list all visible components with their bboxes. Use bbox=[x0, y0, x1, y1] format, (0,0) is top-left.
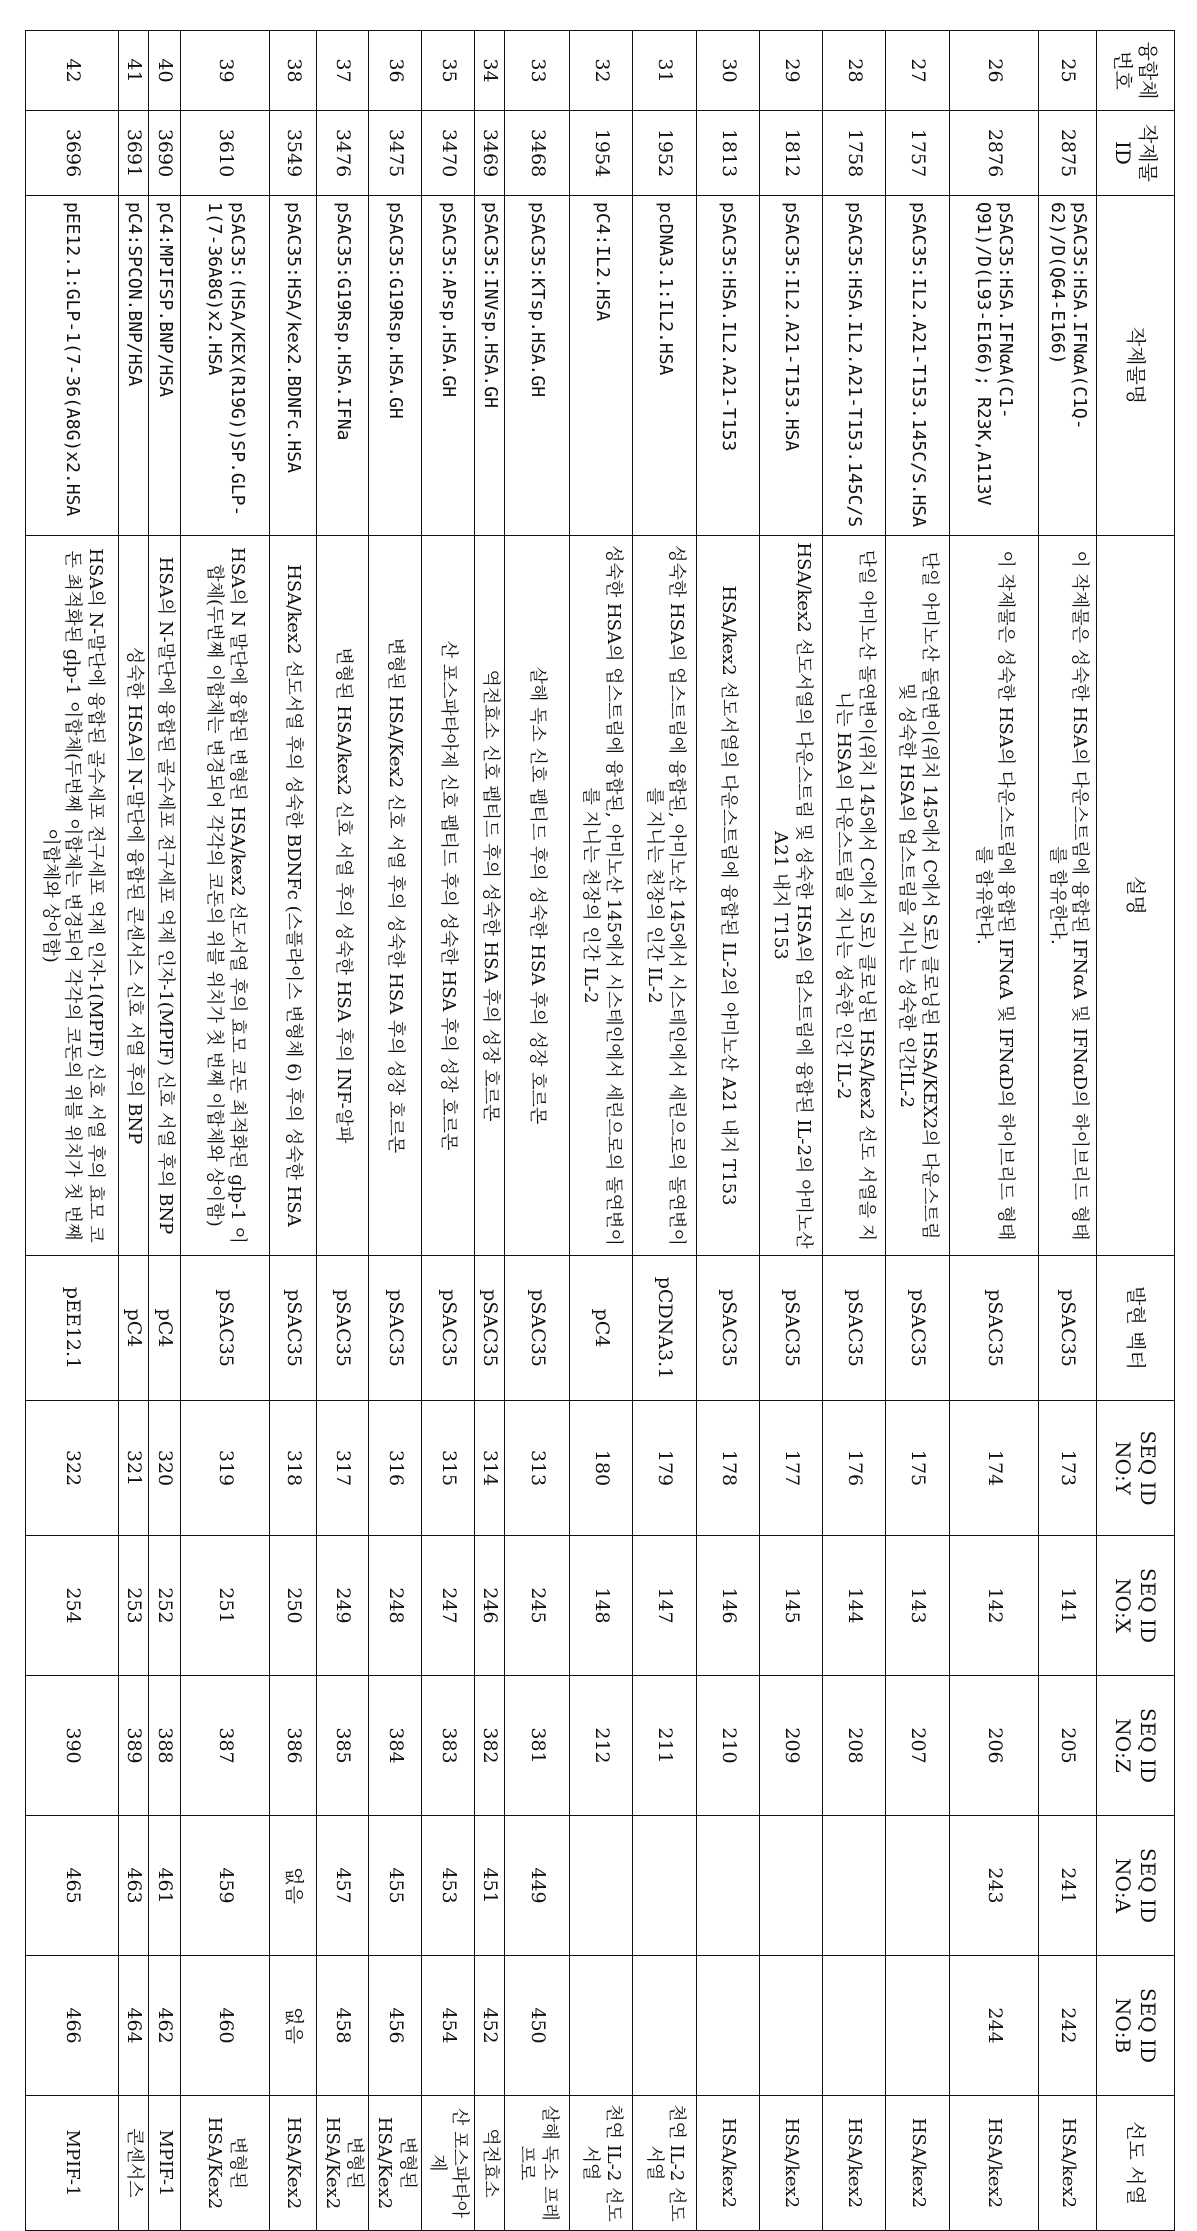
leader-sequence-cell: HSA/kex2 bbox=[949, 2096, 1039, 2231]
seq-id-y-cell: 317 bbox=[316, 1401, 369, 1536]
seq-id-b-cell: 244 bbox=[949, 1956, 1039, 2096]
description-cell: HSA의 N-말단에 융합된 골수세포 전구세포 억제 인자-1(MPIF) 신호 서열 후의 BNP bbox=[149, 536, 181, 1256]
seq-id-y-cell: 322 bbox=[26, 1401, 119, 1536]
leader-sequence-cell: 산 포스파타아제 bbox=[422, 2096, 475, 2231]
seq-id-x-cell: 142 bbox=[949, 1536, 1039, 1676]
construct-id-cell: 2876 bbox=[949, 111, 1039, 196]
construct-id-cell: 1758 bbox=[823, 111, 886, 196]
table-row bbox=[633, 31, 696, 2231]
fusion-no-cell: 32 bbox=[570, 31, 633, 111]
table-row bbox=[26, 31, 119, 2231]
seq-id-y-cell: 179 bbox=[633, 1401, 696, 1536]
construct-name-cell: pSAC35:IL2.A21-T153.145C/S.HSA bbox=[886, 196, 949, 536]
table-row bbox=[316, 31, 369, 2231]
construct-name-cell: pSAC35:HSA.IFNαA(C1-Q91)/D(L93-E166); R23K,A113V bbox=[949, 196, 1039, 536]
header-seq-id-a: SEQ ID NO:A bbox=[1097, 1816, 1175, 1956]
seq-id-z-cell: 210 bbox=[696, 1676, 759, 1816]
leader-sequence-cell: MPIF-1 bbox=[149, 2096, 181, 2231]
table-row bbox=[422, 31, 475, 2231]
seq-id-a-cell: 455 bbox=[369, 1816, 422, 1956]
construct-name-cell: pC4:SPCON.BNP/HSA bbox=[118, 196, 148, 536]
seq-id-a-cell: 241 bbox=[1039, 1816, 1097, 1956]
seq-id-y-cell: 173 bbox=[1039, 1401, 1097, 1536]
fusion-no-cell: 39 bbox=[180, 31, 270, 111]
vector-cell: pCDNA3.1 bbox=[633, 1256, 696, 1401]
seq-id-y-cell: 316 bbox=[369, 1401, 422, 1536]
construct-id-cell: 3690 bbox=[149, 111, 181, 196]
seq-id-x-cell: 245 bbox=[504, 1536, 569, 1676]
seq-id-b-cell: 450 bbox=[504, 1956, 569, 2096]
vector-cell: pC4 bbox=[118, 1256, 148, 1401]
leader-sequence-cell: HSA/kex2 bbox=[886, 2096, 949, 2231]
construct-id-cell: 3470 bbox=[422, 111, 475, 196]
construct-name-cell: pSAC35:KTsp.HSA.GH bbox=[504, 196, 569, 536]
construct-name-cell: pSAC35:HSA.IFNαA(C1Q-62)/D(Q64-E166) bbox=[1039, 196, 1097, 536]
seq-id-b-cell: 454 bbox=[422, 1956, 475, 2096]
seq-id-z-cell: 211 bbox=[633, 1676, 696, 1816]
construct-id-cell: 1813 bbox=[696, 111, 759, 196]
description-cell: HSA의 N 말단에 융합된 변형된 HSA/kex2 선도서열 후의 효모 코돈 최적화된 glp-1 이합체(두번째 이합체는 변경되어 각각의 코돈의 위블 위치가 첫 번째 이합체와 상이함) bbox=[180, 536, 270, 1256]
seq-id-a-cell bbox=[823, 1816, 886, 1956]
vector-cell: pSAC35 bbox=[696, 1256, 759, 1401]
construct-name-cell: pSAC35:HSA.IL2.A21-T153 bbox=[696, 196, 759, 536]
construct-id-cell: 1757 bbox=[886, 111, 949, 196]
construct-name-cell: pSAC35:INVsp.HSA.GH bbox=[474, 196, 504, 536]
header-seq-id-z: SEQ ID NO:Z bbox=[1097, 1676, 1175, 1816]
seq-id-z-cell: 206 bbox=[949, 1676, 1039, 1816]
header-construct-name: 작제물명 bbox=[1097, 196, 1175, 536]
header-seq-id-b: SEQ ID NO:B bbox=[1097, 1956, 1175, 2096]
construct-name-cell: pEE12.1:GLP-1(7-36(A8G)x2.HSA bbox=[26, 196, 119, 536]
table-row bbox=[570, 31, 633, 2231]
seq-id-a-cell: 459 bbox=[180, 1816, 270, 1956]
fusion-no-cell: 42 bbox=[26, 31, 119, 111]
seq-id-a-cell bbox=[759, 1816, 822, 1956]
seq-id-z-cell: 390 bbox=[26, 1676, 119, 1816]
construct-name-cell: pSAC35:G19Rsp.HSA.GH bbox=[369, 196, 422, 536]
seq-id-b-cell bbox=[633, 1956, 696, 2096]
vector-cell: pSAC35 bbox=[180, 1256, 270, 1401]
seq-id-z-cell: 387 bbox=[180, 1676, 270, 1816]
seq-id-b-cell: 466 bbox=[26, 1956, 119, 2096]
seq-id-x-cell: 148 bbox=[570, 1536, 633, 1676]
description-cell: 산 포스파타아제 신호 펩티드 후의 성숙한 HSA 후의 성장 호르몬 bbox=[422, 536, 475, 1256]
leader-sequence-cell: 역전효소 bbox=[474, 2096, 504, 2231]
construct-name-cell: pSAC35:HSA.IL2.A21-T153.145C/S bbox=[823, 196, 886, 536]
description-cell: HSA/kex2 선도서열의 다운스트림에 융합된 IL-2의 아미노산 A21 내지 T153 bbox=[696, 536, 759, 1256]
leader-sequence-cell: 천연 IL-2 선도서열 bbox=[570, 2096, 633, 2231]
seq-id-x-cell: 143 bbox=[886, 1536, 949, 1676]
header-construct-id: 작제물ID bbox=[1097, 111, 1175, 196]
vector-cell: pC4 bbox=[149, 1256, 181, 1401]
seq-id-x-cell: 248 bbox=[369, 1536, 422, 1676]
leader-sequence-cell: HSA/Kex2 bbox=[270, 2096, 316, 2231]
header-fusion-no: 융합체 번호 bbox=[1097, 31, 1175, 111]
header-row bbox=[1097, 31, 1175, 2231]
seq-id-x-cell: 251 bbox=[180, 1536, 270, 1676]
seq-id-x-cell: 144 bbox=[823, 1536, 886, 1676]
vector-cell: pSAC35 bbox=[504, 1256, 569, 1401]
fusion-no-cell: 37 bbox=[316, 31, 369, 111]
vector-cell: pSAC35 bbox=[270, 1256, 316, 1401]
table-body bbox=[26, 31, 1097, 2231]
fusion-no-cell: 41 bbox=[118, 31, 148, 111]
fusion-no-cell: 29 bbox=[759, 31, 822, 111]
table-row bbox=[1039, 31, 1097, 2231]
construct-id-cell: 3475 bbox=[369, 111, 422, 196]
construct-id-cell: 3468 bbox=[504, 111, 569, 196]
seq-id-b-cell: 없음 bbox=[270, 1956, 316, 2096]
fusion-no-cell: 30 bbox=[696, 31, 759, 111]
leader-sequence-cell: 살해 독소 프레프로 bbox=[504, 2096, 569, 2231]
leader-sequence-cell: 천연 IL-2 선도서열 bbox=[633, 2096, 696, 2231]
seq-id-b-cell bbox=[886, 1956, 949, 2096]
seq-id-x-cell: 146 bbox=[696, 1536, 759, 1676]
table-row bbox=[759, 31, 822, 2231]
construct-id-cell: 3476 bbox=[316, 111, 369, 196]
vector-cell: pEE12.1 bbox=[26, 1256, 119, 1401]
seq-id-a-cell: 451 bbox=[474, 1816, 504, 1956]
table-row bbox=[369, 31, 422, 2231]
seq-id-z-cell: 207 bbox=[886, 1676, 949, 1816]
table-row bbox=[886, 31, 949, 2231]
vector-cell: pSAC35 bbox=[316, 1256, 369, 1401]
fusion-no-cell: 27 bbox=[886, 31, 949, 111]
seq-id-a-cell: 없음 bbox=[270, 1816, 316, 1956]
description-cell: 변형된 HSA/kex2 신호 서열 후의 성숙한 HSA 후의 INF-알파 bbox=[316, 536, 369, 1256]
description-cell: 변형된 HSA/Kex2 신호 서열 후의 성숙한 HSA 후의 성장 호르몬 bbox=[369, 536, 422, 1256]
seq-id-a-cell: 243 bbox=[949, 1816, 1039, 1956]
seq-id-b-cell: 452 bbox=[474, 1956, 504, 2096]
construct-id-cell: 3696 bbox=[26, 111, 119, 196]
fusion-construct-table bbox=[25, 30, 1175, 2231]
seq-id-a-cell bbox=[696, 1816, 759, 1956]
seq-id-z-cell: 382 bbox=[474, 1676, 504, 1816]
seq-id-x-cell: 252 bbox=[149, 1536, 181, 1676]
vector-cell: pSAC35 bbox=[474, 1256, 504, 1401]
seq-id-z-cell: 208 bbox=[823, 1676, 886, 1816]
seq-id-y-cell: 178 bbox=[696, 1401, 759, 1536]
vector-cell: pSAC35 bbox=[886, 1256, 949, 1401]
seq-id-z-cell: 381 bbox=[504, 1676, 569, 1816]
seq-id-b-cell bbox=[759, 1956, 822, 2096]
seq-id-z-cell: 205 bbox=[1039, 1676, 1097, 1816]
description-cell: 성숙한 HSA의 업스트림에 융합된, 아미노산 145에서 시스테인에서 세린으로의 돌연변이를 지니는 천장의 인간 IL-2 bbox=[633, 536, 696, 1256]
vector-cell: pSAC35 bbox=[422, 1256, 475, 1401]
seq-id-x-cell: 147 bbox=[633, 1536, 696, 1676]
construct-id-cell: 1952 bbox=[633, 111, 696, 196]
fusion-no-cell: 38 bbox=[270, 31, 316, 111]
seq-id-b-cell bbox=[696, 1956, 759, 2096]
seq-id-b-cell: 456 bbox=[369, 1956, 422, 2096]
seq-id-y-cell: 313 bbox=[504, 1401, 569, 1536]
vector-cell: pSAC35 bbox=[759, 1256, 822, 1401]
seq-id-y-cell: 175 bbox=[886, 1401, 949, 1536]
seq-id-a-cell: 457 bbox=[316, 1816, 369, 1956]
vector-cell: pC4 bbox=[570, 1256, 633, 1401]
seq-id-x-cell: 145 bbox=[759, 1536, 822, 1676]
construct-name-cell: pSAC35:APsp.HSA.GH bbox=[422, 196, 475, 536]
table-row bbox=[474, 31, 504, 2231]
seq-id-y-cell: 177 bbox=[759, 1401, 822, 1536]
leader-sequence-cell: HSA/kex2 bbox=[823, 2096, 886, 2231]
header-description: 설명 bbox=[1097, 536, 1175, 1256]
fusion-no-cell: 35 bbox=[422, 31, 475, 111]
seq-id-z-cell: 385 bbox=[316, 1676, 369, 1816]
seq-id-b-cell: 464 bbox=[118, 1956, 148, 2096]
vector-cell: pSAC35 bbox=[1039, 1256, 1097, 1401]
seq-id-x-cell: 254 bbox=[26, 1536, 119, 1676]
seq-id-a-cell: 461 bbox=[149, 1816, 181, 1956]
description-cell: 역전효소 신호 펩티드 후의 성숙한 HSA 후의 성장 호르몬 bbox=[474, 536, 504, 1256]
rotated-table-page bbox=[25, 30, 1175, 2222]
seq-id-z-cell: 388 bbox=[149, 1676, 181, 1816]
construct-name-cell: pSAC35:(HSA/KEX(R19G))SP.GLP-1(7-36A8G)x2.HSA bbox=[180, 196, 270, 536]
seq-id-x-cell: 141 bbox=[1039, 1536, 1097, 1676]
leader-sequence-cell: 콘센서스 bbox=[118, 2096, 148, 2231]
seq-id-a-cell: 463 bbox=[118, 1816, 148, 1956]
seq-id-b-cell bbox=[570, 1956, 633, 2096]
seq-id-y-cell: 314 bbox=[474, 1401, 504, 1536]
seq-id-y-cell: 319 bbox=[180, 1401, 270, 1536]
construct-name-cell: pSAC35:G19Rsp.HSA.IFNa bbox=[316, 196, 369, 536]
description-cell: 살해 독소 신호 펩티드 후의 성숙한 HSA 후의 성장 호르몬 bbox=[504, 536, 569, 1256]
construct-id-cell: 1812 bbox=[759, 111, 822, 196]
fusion-no-cell: 28 bbox=[823, 31, 886, 111]
description-cell: HSA/kex2 선도서열 후의 성숙한 BDNFc (스플라이스 변형체 6) 후의 성숙한 HSA bbox=[270, 536, 316, 1256]
construct-name-cell: pcDNA3.1:IL2.HSA bbox=[633, 196, 696, 536]
table-row bbox=[504, 31, 569, 2231]
seq-id-a-cell: 453 bbox=[422, 1816, 475, 1956]
header-seq-id-y: SEQ ID NO:Y bbox=[1097, 1401, 1175, 1536]
description-cell: HSA/kex2 선도서열의 다운스트림 및 성숙한 HSA의 업스트림에 융합된 IL-2의 아미노산 A21 내지 T153 bbox=[759, 536, 822, 1256]
seq-id-x-cell: 249 bbox=[316, 1536, 369, 1676]
table-row bbox=[149, 31, 181, 2231]
construct-name-cell: pSAC35:HSA/kex2.BDNFc.HSA bbox=[270, 196, 316, 536]
seq-id-z-cell: 383 bbox=[422, 1676, 475, 1816]
seq-id-z-cell: 386 bbox=[270, 1676, 316, 1816]
description-cell: 성숙한 HSA의 업스트림에 융합된, 아미노산 145에서 시스테인에서 세린으로의 돌연변이를 지니는 천장의 인간 IL-2 bbox=[570, 536, 633, 1256]
seq-id-x-cell: 246 bbox=[474, 1536, 504, 1676]
fusion-no-cell: 34 bbox=[474, 31, 504, 111]
construct-name-cell: pSAC35:IL2.A21-T153.HSA bbox=[759, 196, 822, 536]
description-cell: 이 작제물은 성숙한 HSA의 다운스트림에 융합된 IFNαA 및 IFNαD의 하이브리드 형태를 함유한다. bbox=[1039, 536, 1097, 1256]
table-row bbox=[823, 31, 886, 2231]
fusion-no-cell: 31 bbox=[633, 31, 696, 111]
fusion-no-cell: 33 bbox=[504, 31, 569, 111]
table-row bbox=[180, 31, 270, 2231]
seq-id-y-cell: 318 bbox=[270, 1401, 316, 1536]
leader-sequence-cell: MPIF-1 bbox=[26, 2096, 119, 2231]
seq-id-y-cell: 174 bbox=[949, 1401, 1039, 1536]
table-row bbox=[118, 31, 148, 2231]
leader-sequence-cell: HSA/kex2 bbox=[759, 2096, 822, 2231]
seq-id-x-cell: 253 bbox=[118, 1536, 148, 1676]
construct-name-cell: pC4:IL2.HSA bbox=[570, 196, 633, 536]
table-row bbox=[270, 31, 316, 2231]
seq-id-y-cell: 315 bbox=[422, 1401, 475, 1536]
construct-id-cell: 2875 bbox=[1039, 111, 1097, 196]
seq-id-y-cell: 180 bbox=[570, 1401, 633, 1536]
vector-cell: pSAC35 bbox=[823, 1256, 886, 1401]
fusion-no-cell: 25 bbox=[1039, 31, 1097, 111]
description-cell: 이 작제물은 성숙한 HSA의 다운스트림에 융합된 IFNαA 및 IFNαD의 하이브리드 형태를 함유한다. bbox=[949, 536, 1039, 1256]
description-cell: 단일 아미노산 돌연변이(위치 145에서 C에서 S로) 클로닝된 HSA/KEX2의 다운스트림 및 성숙한 HSA의 업스트림을 지니는 성숙한 인간IL-2 bbox=[886, 536, 949, 1256]
seq-id-a-cell bbox=[570, 1816, 633, 1956]
seq-id-y-cell: 176 bbox=[823, 1401, 886, 1536]
seq-id-a-cell: 465 bbox=[26, 1816, 119, 1956]
leader-sequence-cell: HSA/kex2 bbox=[696, 2096, 759, 2231]
construct-id-cell: 3610 bbox=[180, 111, 270, 196]
description-cell: HSA의 N-말단에 융합된 골수세포 전구세포 억제 인자-1(MPIF) 신호 서열 후의 효모 코돈 최적화된 glp-1 이합체(두번째 이합체는 변경되어 각각의 코돈의 위블 위치가 첫 번째 이합체와 상이함) bbox=[26, 536, 119, 1256]
construct-id-cell: 3549 bbox=[270, 111, 316, 196]
seq-id-b-cell: 458 bbox=[316, 1956, 369, 2096]
description-cell: 성숙한 HSA의 N-말단에 융합된 콘센서스 신호 서열 후의 BNP bbox=[118, 536, 148, 1256]
construct-id-cell: 1954 bbox=[570, 111, 633, 196]
construct-id-cell: 3469 bbox=[474, 111, 504, 196]
seq-id-x-cell: 247 bbox=[422, 1536, 475, 1676]
fusion-no-cell: 36 bbox=[369, 31, 422, 111]
vector-cell: pSAC35 bbox=[949, 1256, 1039, 1401]
leader-sequence-cell: 변형된 HSA/Kex2 bbox=[180, 2096, 270, 2231]
header-leader-sequence: 선도 서열 bbox=[1097, 2096, 1175, 2231]
seq-id-b-cell: 242 bbox=[1039, 1956, 1097, 2096]
seq-id-y-cell: 320 bbox=[149, 1401, 181, 1536]
seq-id-y-cell: 321 bbox=[118, 1401, 148, 1536]
construct-id-cell: 3691 bbox=[118, 111, 148, 196]
vector-cell: pSAC35 bbox=[369, 1256, 422, 1401]
seq-id-x-cell: 250 bbox=[270, 1536, 316, 1676]
seq-id-z-cell: 389 bbox=[118, 1676, 148, 1816]
seq-id-z-cell: 209 bbox=[759, 1676, 822, 1816]
seq-id-z-cell: 384 bbox=[369, 1676, 422, 1816]
seq-id-a-cell: 449 bbox=[504, 1816, 569, 1956]
leader-sequence-cell: 변형된 HSA/Kex2 bbox=[369, 2096, 422, 2231]
leader-sequence-cell: HSA/kex2 bbox=[1039, 2096, 1097, 2231]
fusion-no-cell: 26 bbox=[949, 31, 1039, 111]
seq-id-b-cell bbox=[823, 1956, 886, 2096]
table-row bbox=[696, 31, 759, 2231]
seq-id-a-cell bbox=[633, 1816, 696, 1956]
description-cell: 단일 아미노산 돌연변이(위치 145에서 C에서 S로) 클로닝된 HSA/kex2 선도 서열을 지니는 HSA의 다운스트림을 지니는 성숙한 인간 IL-2 bbox=[823, 536, 886, 1256]
header-seq-id-x: SEQ ID NO:X bbox=[1097, 1536, 1175, 1676]
leader-sequence-cell: 변형된 HSA/Kex2 bbox=[316, 2096, 369, 2231]
header-expression-vector: 발현 벡터 bbox=[1097, 1256, 1175, 1401]
seq-id-b-cell: 460 bbox=[180, 1956, 270, 2096]
seq-id-z-cell: 212 bbox=[570, 1676, 633, 1816]
table-row bbox=[949, 31, 1039, 2231]
seq-id-b-cell: 462 bbox=[149, 1956, 181, 2096]
construct-name-cell: pC4:MPIFSP.BNP/HSA bbox=[149, 196, 181, 536]
fusion-no-cell: 40 bbox=[149, 31, 181, 111]
seq-id-a-cell bbox=[886, 1816, 949, 1956]
